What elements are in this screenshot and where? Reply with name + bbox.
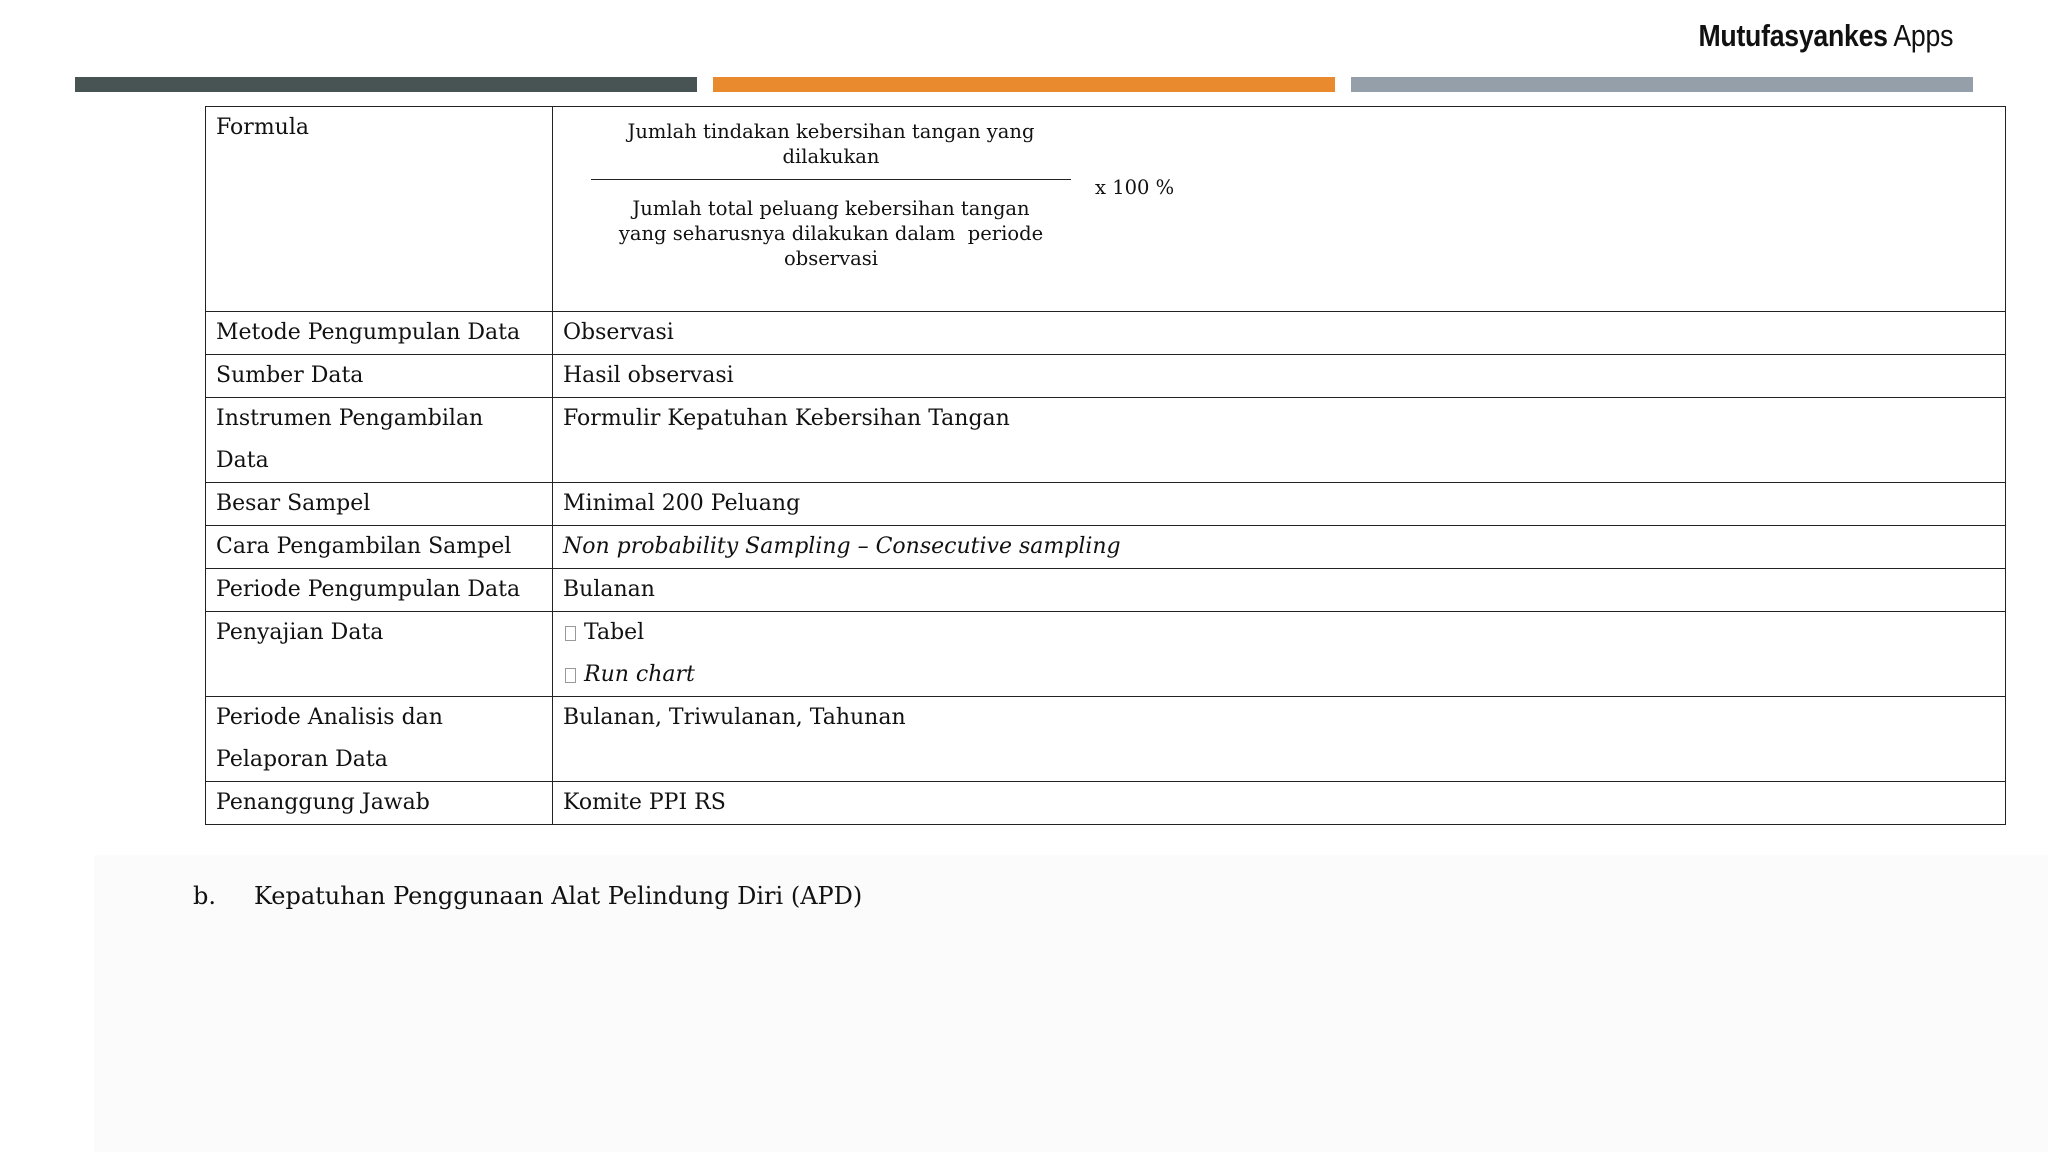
row-label: Periode Pengumpulan Data — [206, 569, 553, 612]
formula-multiplier: x 100 % — [1095, 176, 1175, 199]
bullet-icon — [565, 626, 576, 641]
fraction-line — [591, 179, 1071, 180]
header-bar-grey — [1351, 77, 1973, 92]
row-value: Hasil observasi — [553, 355, 2006, 398]
numerator-line-2: dilakukan — [782, 145, 880, 168]
formula-numerator — [591, 119, 1071, 179]
row-value-list — [553, 612, 2006, 697]
row-value: Bulanan — [553, 569, 2006, 612]
row-value: Bulanan, Triwulanan, Tahunan — [553, 697, 2006, 782]
row-label: Periode Analisis dan Pelaporan Data — [206, 697, 553, 782]
formula-denominator — [591, 196, 1071, 271]
row-value: Observasi — [553, 312, 2006, 355]
row-label: Penanggung Jawab — [206, 782, 553, 825]
table-row — [206, 612, 2006, 697]
row-label: Penyajian Data — [206, 612, 553, 697]
table-row — [206, 312, 2006, 355]
brand-name: Mutufasyankes — [1698, 18, 1888, 53]
list-item — [563, 654, 1995, 696]
formula-fraction — [591, 119, 1071, 271]
row-value: Formulir Kepatuhan Kebersihan Tangan — [553, 398, 2006, 483]
table-row-formula — [206, 107, 2006, 312]
row-label: Formula — [206, 107, 553, 312]
denominator-line-1: Jumlah total peluang kebersihan tangan — [632, 197, 1030, 220]
table-row — [206, 526, 2006, 569]
formula — [563, 107, 1995, 311]
table-row — [206, 398, 2006, 483]
bullet-icon — [565, 668, 576, 683]
list-item — [563, 612, 1995, 654]
table-row — [206, 782, 2006, 825]
formula-cell — [553, 107, 2006, 312]
row-value: Komite PPI RS — [553, 782, 2006, 825]
numerator-line-1: Jumlah tindakan kebersihan tangan yang — [627, 120, 1035, 143]
header-bar-orange — [713, 77, 1335, 92]
row-label: Cara Pengambilan Sampel — [206, 526, 553, 569]
row-value: Minimal 200 Peluang — [553, 483, 2006, 526]
denominator-line-3: observasi — [784, 247, 878, 270]
section-title: Kepatuhan Penggunaan Alat Pelindung Diri (APD) — [254, 882, 863, 910]
section-number: b. — [193, 882, 216, 910]
row-label: Sumber Data — [206, 355, 553, 398]
row-label: Metode Pengumpulan Data — [206, 312, 553, 355]
header-bar-dark — [75, 77, 697, 92]
indicator-table — [205, 106, 2006, 825]
row-value: Non probability Sampling – Consecutive sampling — [553, 526, 2006, 569]
brand-suffix: Apps — [1893, 18, 1953, 53]
row-label: Instrumen Pengambilan Data — [206, 398, 553, 483]
list-item-label: Tabel — [584, 620, 645, 645]
list-item-label: Run chart — [584, 662, 695, 687]
table-row — [206, 355, 2006, 398]
table-row — [206, 697, 2006, 782]
table-row — [206, 569, 2006, 612]
row-label: Besar Sampel — [206, 483, 553, 526]
section-heading — [193, 882, 862, 910]
brand-logo — [1698, 18, 1953, 54]
denominator-line-2: yang seharusnya dilakukan dalam periode — [618, 222, 1044, 245]
table-row — [206, 483, 2006, 526]
